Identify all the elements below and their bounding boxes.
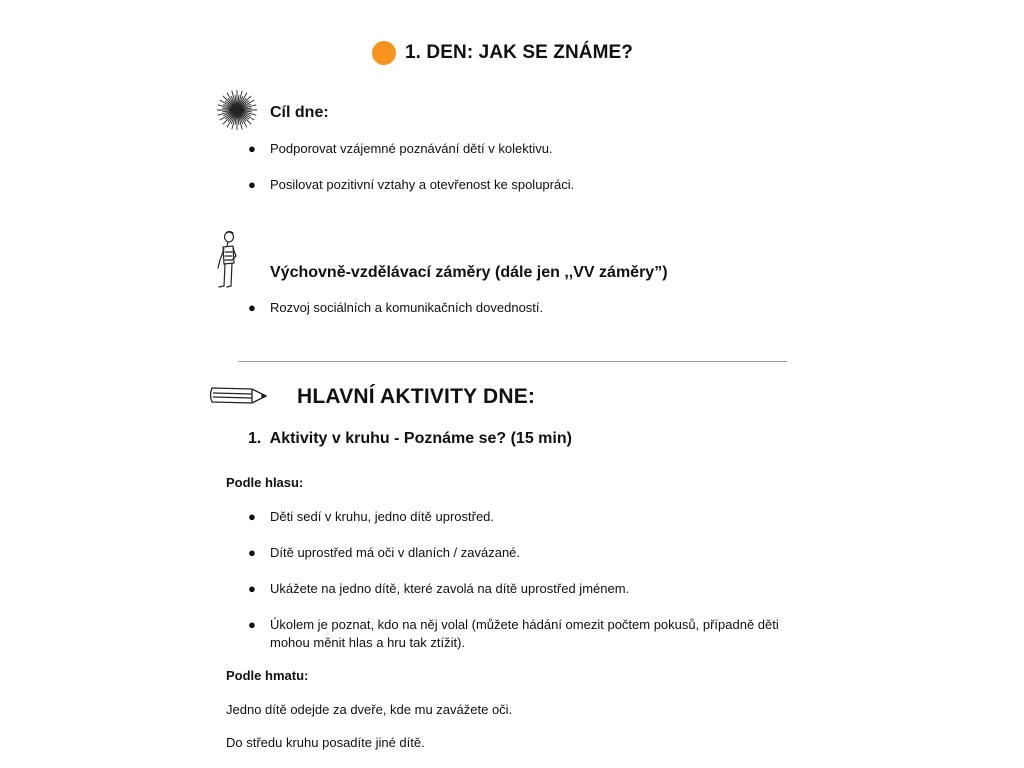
bullet-icon: ● <box>248 581 256 596</box>
bullet-icon: ● <box>248 545 256 560</box>
body-text: Do středu kruhu posadíte jiné dítě. <box>226 735 425 750</box>
body-text: Jedno dítě odejde za dveře, kde mu zavážete oči. <box>226 702 513 717</box>
person-illustration-icon <box>212 230 242 290</box>
activity-item-title: 1. Aktivity v kruhu - Poznáme se? (15 min) <box>248 430 572 447</box>
voice-heading: Podle hlasu: <box>226 475 304 490</box>
activities-heading: HLAVNÍ AKTIVITY DNE: <box>297 385 536 408</box>
goal-heading: Cíl dne: <box>270 104 329 121</box>
pencil-icon <box>208 384 270 408</box>
orange-dot-icon <box>372 41 396 65</box>
page-title: 1. DEN: JAK SE ZNÁME? <box>405 42 634 63</box>
bullet-icon: ● <box>248 509 256 524</box>
bullet-icon: ● <box>248 141 256 156</box>
bullet-icon: ● <box>248 177 256 192</box>
bullet-icon: ● <box>248 300 256 315</box>
vv-heading: Výchovně-vzdělávací záměry (dále jen ,,VV záměry”) <box>270 264 668 281</box>
touch-heading: Podle hmatu: <box>226 668 309 683</box>
sunburst-icon <box>216 89 258 131</box>
bullet-icon: ● <box>248 617 256 632</box>
section-divider <box>238 361 787 362</box>
page-title-row <box>372 38 633 68</box>
